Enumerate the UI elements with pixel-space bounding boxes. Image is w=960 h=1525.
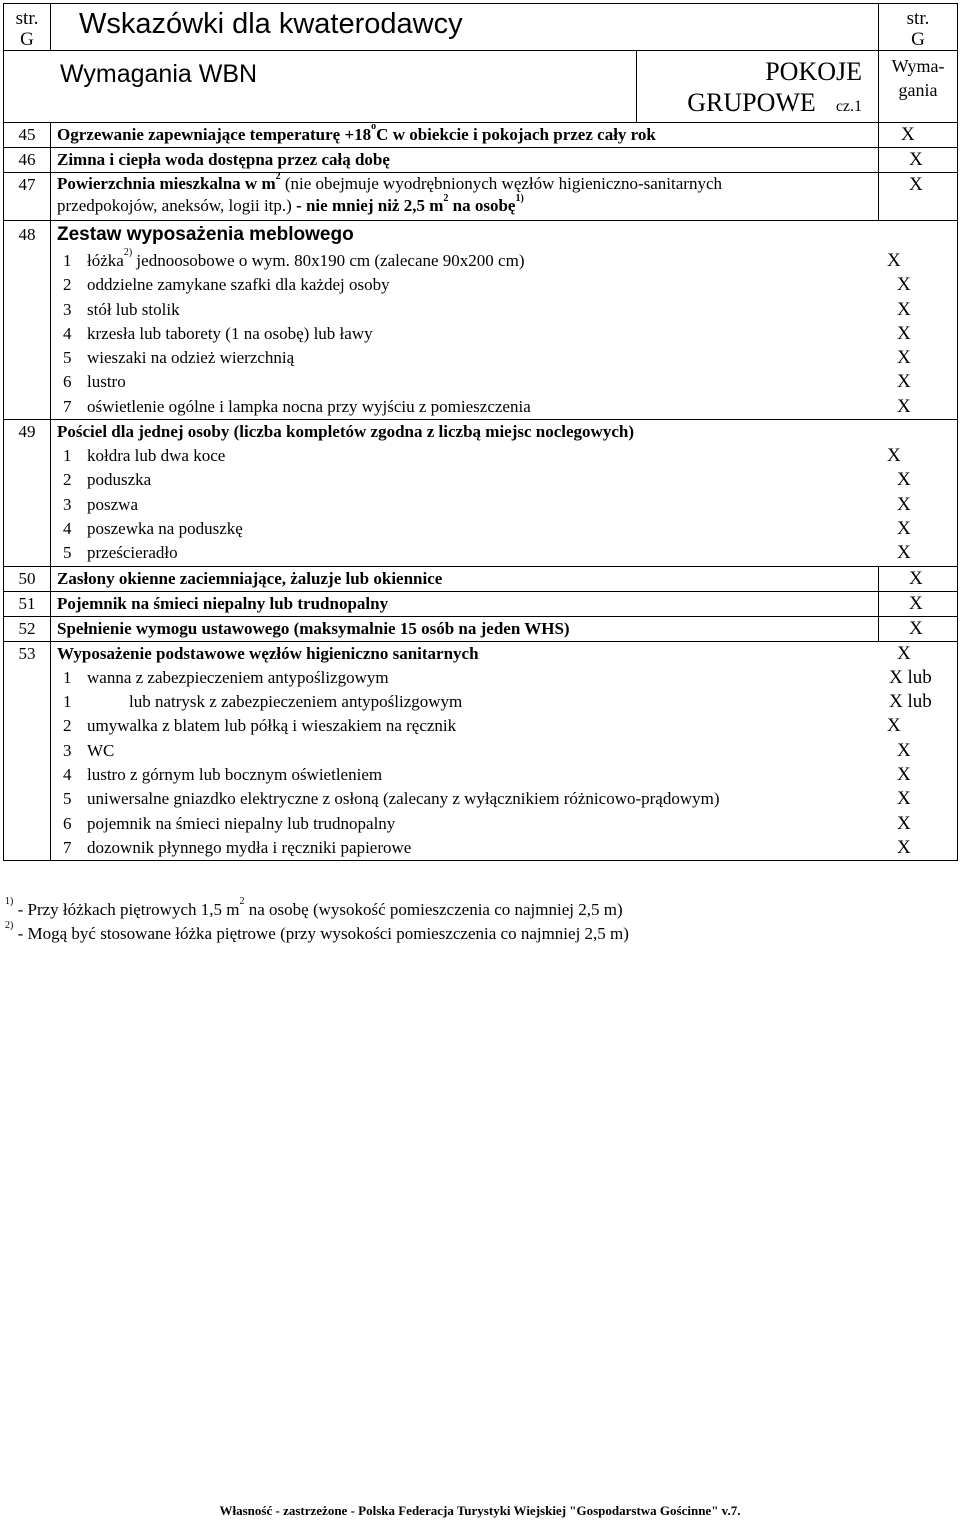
item-mark: X — [897, 739, 911, 761]
footnote-1-text-a: - Przy łóżkach piętrowych 1,5 m — [13, 900, 240, 919]
item-number: 5 — [63, 789, 72, 809]
right-page-label-str: str. — [906, 8, 930, 29]
item-text: wieszaki na odzież wierzchnią — [87, 348, 295, 368]
row-number: 47 — [4, 173, 51, 221]
header-row-1 — [4, 4, 958, 51]
item-number: 4 — [63, 323, 72, 343]
item-number: 7 — [63, 396, 72, 416]
category-heading — [637, 51, 879, 123]
row-text — [51, 123, 879, 148]
table-row-48 — [4, 221, 958, 420]
row-number: 50 — [4, 566, 51, 591]
item-mark: X — [887, 250, 901, 271]
page-footer: Własność - zastrzeżone - Polska Federacja Turystyki Wiejskiej "Gospodarstwa Gościnne" v.7. — [219, 1503, 741, 1518]
item-text-a: łóżka — [87, 251, 124, 270]
item-text: poduszka — [87, 470, 152, 490]
left-page-label-str: str. — [15, 8, 39, 29]
item-mark: X — [897, 274, 911, 296]
part-label: cz.1 — [835, 98, 863, 115]
list-item — [57, 468, 957, 492]
row-45-text-b: C w obiekcie i pokojach przez cały rok — [376, 125, 656, 144]
item-text: poszewka na poduszkę — [87, 518, 243, 538]
item-mark: X — [897, 517, 911, 539]
row-53-content — [51, 641, 958, 861]
item-number: 6 — [63, 372, 72, 392]
item-mark: X — [897, 836, 911, 858]
row-number: 45 — [4, 123, 51, 148]
header-row-2 — [4, 51, 958, 123]
row-text: Zimna i ciepła woda dostępna przez całą dobę — [51, 148, 879, 173]
list-item — [57, 273, 957, 297]
table-row-53 — [4, 641, 958, 861]
row-53-title: Wyposażenie podstawowe węzłów higieniczno sanitarnych — [57, 643, 479, 663]
item-text — [87, 249, 887, 273]
list-item — [57, 541, 957, 565]
item-text-b: jednoosobowe o wym. 80x190 cm (zalecane 90x200 cm) — [132, 251, 525, 270]
list-item — [57, 787, 957, 811]
right-page-label-g: G — [911, 29, 925, 50]
item-number: 4 — [63, 765, 72, 785]
item-text: oddzielne zamykane szafki dla każdej osoby — [87, 275, 390, 295]
item-mark: X — [897, 812, 911, 834]
row-number: 46 — [4, 148, 51, 173]
row-text: Zasłony okienne zaciemniające, żaluzje lub okiennice — [51, 566, 879, 591]
list-item — [57, 395, 957, 419]
item-number: 3 — [63, 494, 72, 514]
list-item — [57, 298, 957, 322]
footnotes — [5, 898, 629, 946]
list-item — [57, 812, 957, 836]
table-row-45 — [4, 123, 958, 148]
wym-line-1: Wyma- — [891, 56, 945, 76]
category-line-2 — [637, 87, 862, 122]
item-mark: X — [897, 347, 911, 369]
list-item — [57, 763, 957, 787]
item-number: 6 — [63, 813, 72, 833]
item-text: wanna z zabezpieczeniem antypoślizgowym — [87, 667, 389, 687]
item-mark: X — [897, 469, 911, 491]
item-text: dozownik płynnego mydła i ręczniki papierowe — [87, 837, 412, 857]
footnote-1-mark: 1) — [5, 896, 14, 907]
item-text: oświetlenie ogólne i lampka nocna przy wyjściu z pomieszczenia — [87, 396, 531, 416]
item-mark: X — [897, 788, 911, 810]
row-49-content — [51, 420, 958, 566]
list-item — [57, 517, 957, 541]
item-text — [87, 690, 887, 714]
row-47-text-d: - nie mniej niż 2,5 m — [291, 196, 444, 215]
row-mark: X — [879, 148, 958, 173]
item-number: 1 — [63, 446, 72, 466]
footnote-1 — [5, 898, 629, 922]
item-text-inner: lub natrysk z zabezpieczeniem antypoślizgowym — [129, 692, 463, 712]
item-mark: X — [897, 395, 911, 417]
table-row-47 — [4, 173, 958, 221]
document-title: Wskazówki dla kwaterodawcy — [51, 4, 879, 51]
row-text: Pojemnik na śmieci niepalny lub trudnopalny — [51, 591, 879, 616]
item-number: 2 — [63, 470, 72, 490]
table-row-52 — [4, 616, 958, 641]
item-mark: X — [887, 715, 901, 737]
row-48-content — [51, 221, 958, 420]
row-mark: X — [879, 173, 958, 221]
item-text: stół lub stolik — [87, 299, 180, 319]
requirements-table — [3, 3, 958, 861]
item-number: 1 — [63, 692, 72, 712]
item-mark: X — [897, 322, 911, 344]
wym-line-2: gania — [898, 80, 938, 100]
list-item — [57, 739, 957, 763]
list-item — [57, 493, 957, 517]
item-sup: 2) — [123, 247, 133, 258]
item-text: WC — [87, 740, 115, 760]
footnote-2 — [5, 922, 629, 946]
item-text: pojemnik na śmieci niepalny lub trudnopalny — [87, 813, 396, 833]
item-mark: X lub — [889, 691, 932, 713]
left-page-label — [4, 4, 51, 51]
footnote-1-sup: 2 — [239, 896, 245, 907]
category-line-2-text: GRUPOWE — [687, 88, 816, 117]
item-text: poszwa — [87, 494, 138, 514]
item-text: lustro — [87, 372, 126, 392]
row-number: 51 — [4, 591, 51, 616]
row-mark: X — [879, 123, 958, 148]
footnote-2-text: - Mogą być stosowane łóżka piętrowe (przy wysokości pomieszczenia co najmniej 2,5 m) — [13, 924, 629, 943]
footnote-1-text-b: na osobę (wysokość pomieszczenia co najmniej 2,5 m) — [244, 900, 623, 919]
list-item — [57, 714, 957, 738]
row-mark: X — [879, 566, 958, 591]
item-number: 5 — [63, 348, 72, 368]
list-item — [57, 346, 957, 370]
item-mark: X lub — [889, 666, 932, 688]
item-text: lustro z górnym lub bocznym oświetleniem — [87, 765, 383, 785]
item-number: 7 — [63, 837, 72, 857]
item-text: uniwersalne gniazdko elektryczne z osłoną (zalecany z wyłącznikiem różnicowo-prądowym) — [87, 789, 720, 809]
item-mark: X — [897, 764, 911, 786]
table-row-46 — [4, 148, 958, 173]
row-mark: X — [879, 616, 958, 641]
item-mark: X — [887, 445, 901, 467]
row-47-text-e: na osobę — [448, 196, 516, 215]
item-mark: X — [897, 371, 911, 393]
list-item — [57, 690, 957, 714]
item-text: kołdra lub dwa koce — [87, 446, 226, 466]
item-text: umywalka z blatem lub półką i wieszakiem na ręcznik — [87, 716, 457, 736]
requirements-column-header — [879, 51, 958, 123]
item-number: 1 — [63, 667, 72, 687]
item-number: 1 — [63, 251, 72, 270]
row-47-text-a: Powierzchnia mieszkalna w m — [57, 174, 276, 193]
row-47-sup-d: 2 — [443, 193, 449, 204]
row-47-text-c: przedpokojów, aneksów, logii itp.) — [57, 196, 292, 215]
footnote-2-mark: 2) — [5, 920, 14, 931]
row-47-sup-e: 1) — [515, 193, 524, 204]
row-number: 53 — [4, 641, 51, 861]
row-49-title: Pościel dla jednej osoby (liczba kompletów zgodna z liczbą miejsc noclegowych) — [57, 422, 634, 442]
list-item — [57, 666, 957, 690]
table-row-49 — [4, 420, 958, 566]
section-heading: Wymagania WBN — [4, 51, 637, 123]
item-text: prześcieradło — [87, 543, 178, 563]
item-number: 4 — [63, 518, 72, 538]
row-text: Spełnienie wymogu ustawowego (maksymalnie 15 osób na jeden WHS) — [51, 616, 879, 641]
item-mark: X — [897, 298, 911, 320]
list-item — [57, 370, 957, 394]
item-number: 5 — [63, 543, 72, 563]
row-53-mark: X — [897, 642, 911, 664]
table-row-50 — [4, 566, 958, 591]
row-mark: X — [879, 591, 958, 616]
item-text: krzesła lub taborety (1 na osobę) lub ławy — [87, 323, 373, 343]
row-47-text-b: (nie obejmuje wyodrębnionych węzłów higieniczno-sanitarnych — [280, 174, 722, 193]
row-45-text-a: Ogrzewanie zapewniające temperaturę +18 — [57, 125, 372, 144]
item-number: 3 — [63, 299, 72, 319]
row-47-sup-a: 2 — [275, 171, 281, 182]
item-number: 3 — [63, 740, 72, 760]
list-item — [57, 836, 957, 860]
category-line-1: POKOJE — [765, 57, 863, 86]
item-number: 2 — [63, 716, 72, 736]
right-page-label — [879, 4, 958, 51]
row-text — [51, 173, 879, 221]
row-53-title-line — [57, 642, 957, 666]
list-item — [57, 322, 957, 346]
item-number: 2 — [63, 275, 72, 295]
row-number: 49 — [4, 420, 51, 566]
row-48-title: Zestaw wyposażenia meblowego — [57, 224, 354, 245]
row-number: 48 — [4, 221, 51, 420]
item-mark: X — [897, 542, 911, 564]
table-row-51 — [4, 591, 958, 616]
degree-sup: o — [371, 121, 377, 132]
list-item — [57, 444, 957, 468]
item-mark: X — [897, 493, 911, 515]
list-item — [57, 249, 957, 273]
left-page-label-g: G — [20, 29, 34, 50]
row-number: 52 — [4, 616, 51, 641]
